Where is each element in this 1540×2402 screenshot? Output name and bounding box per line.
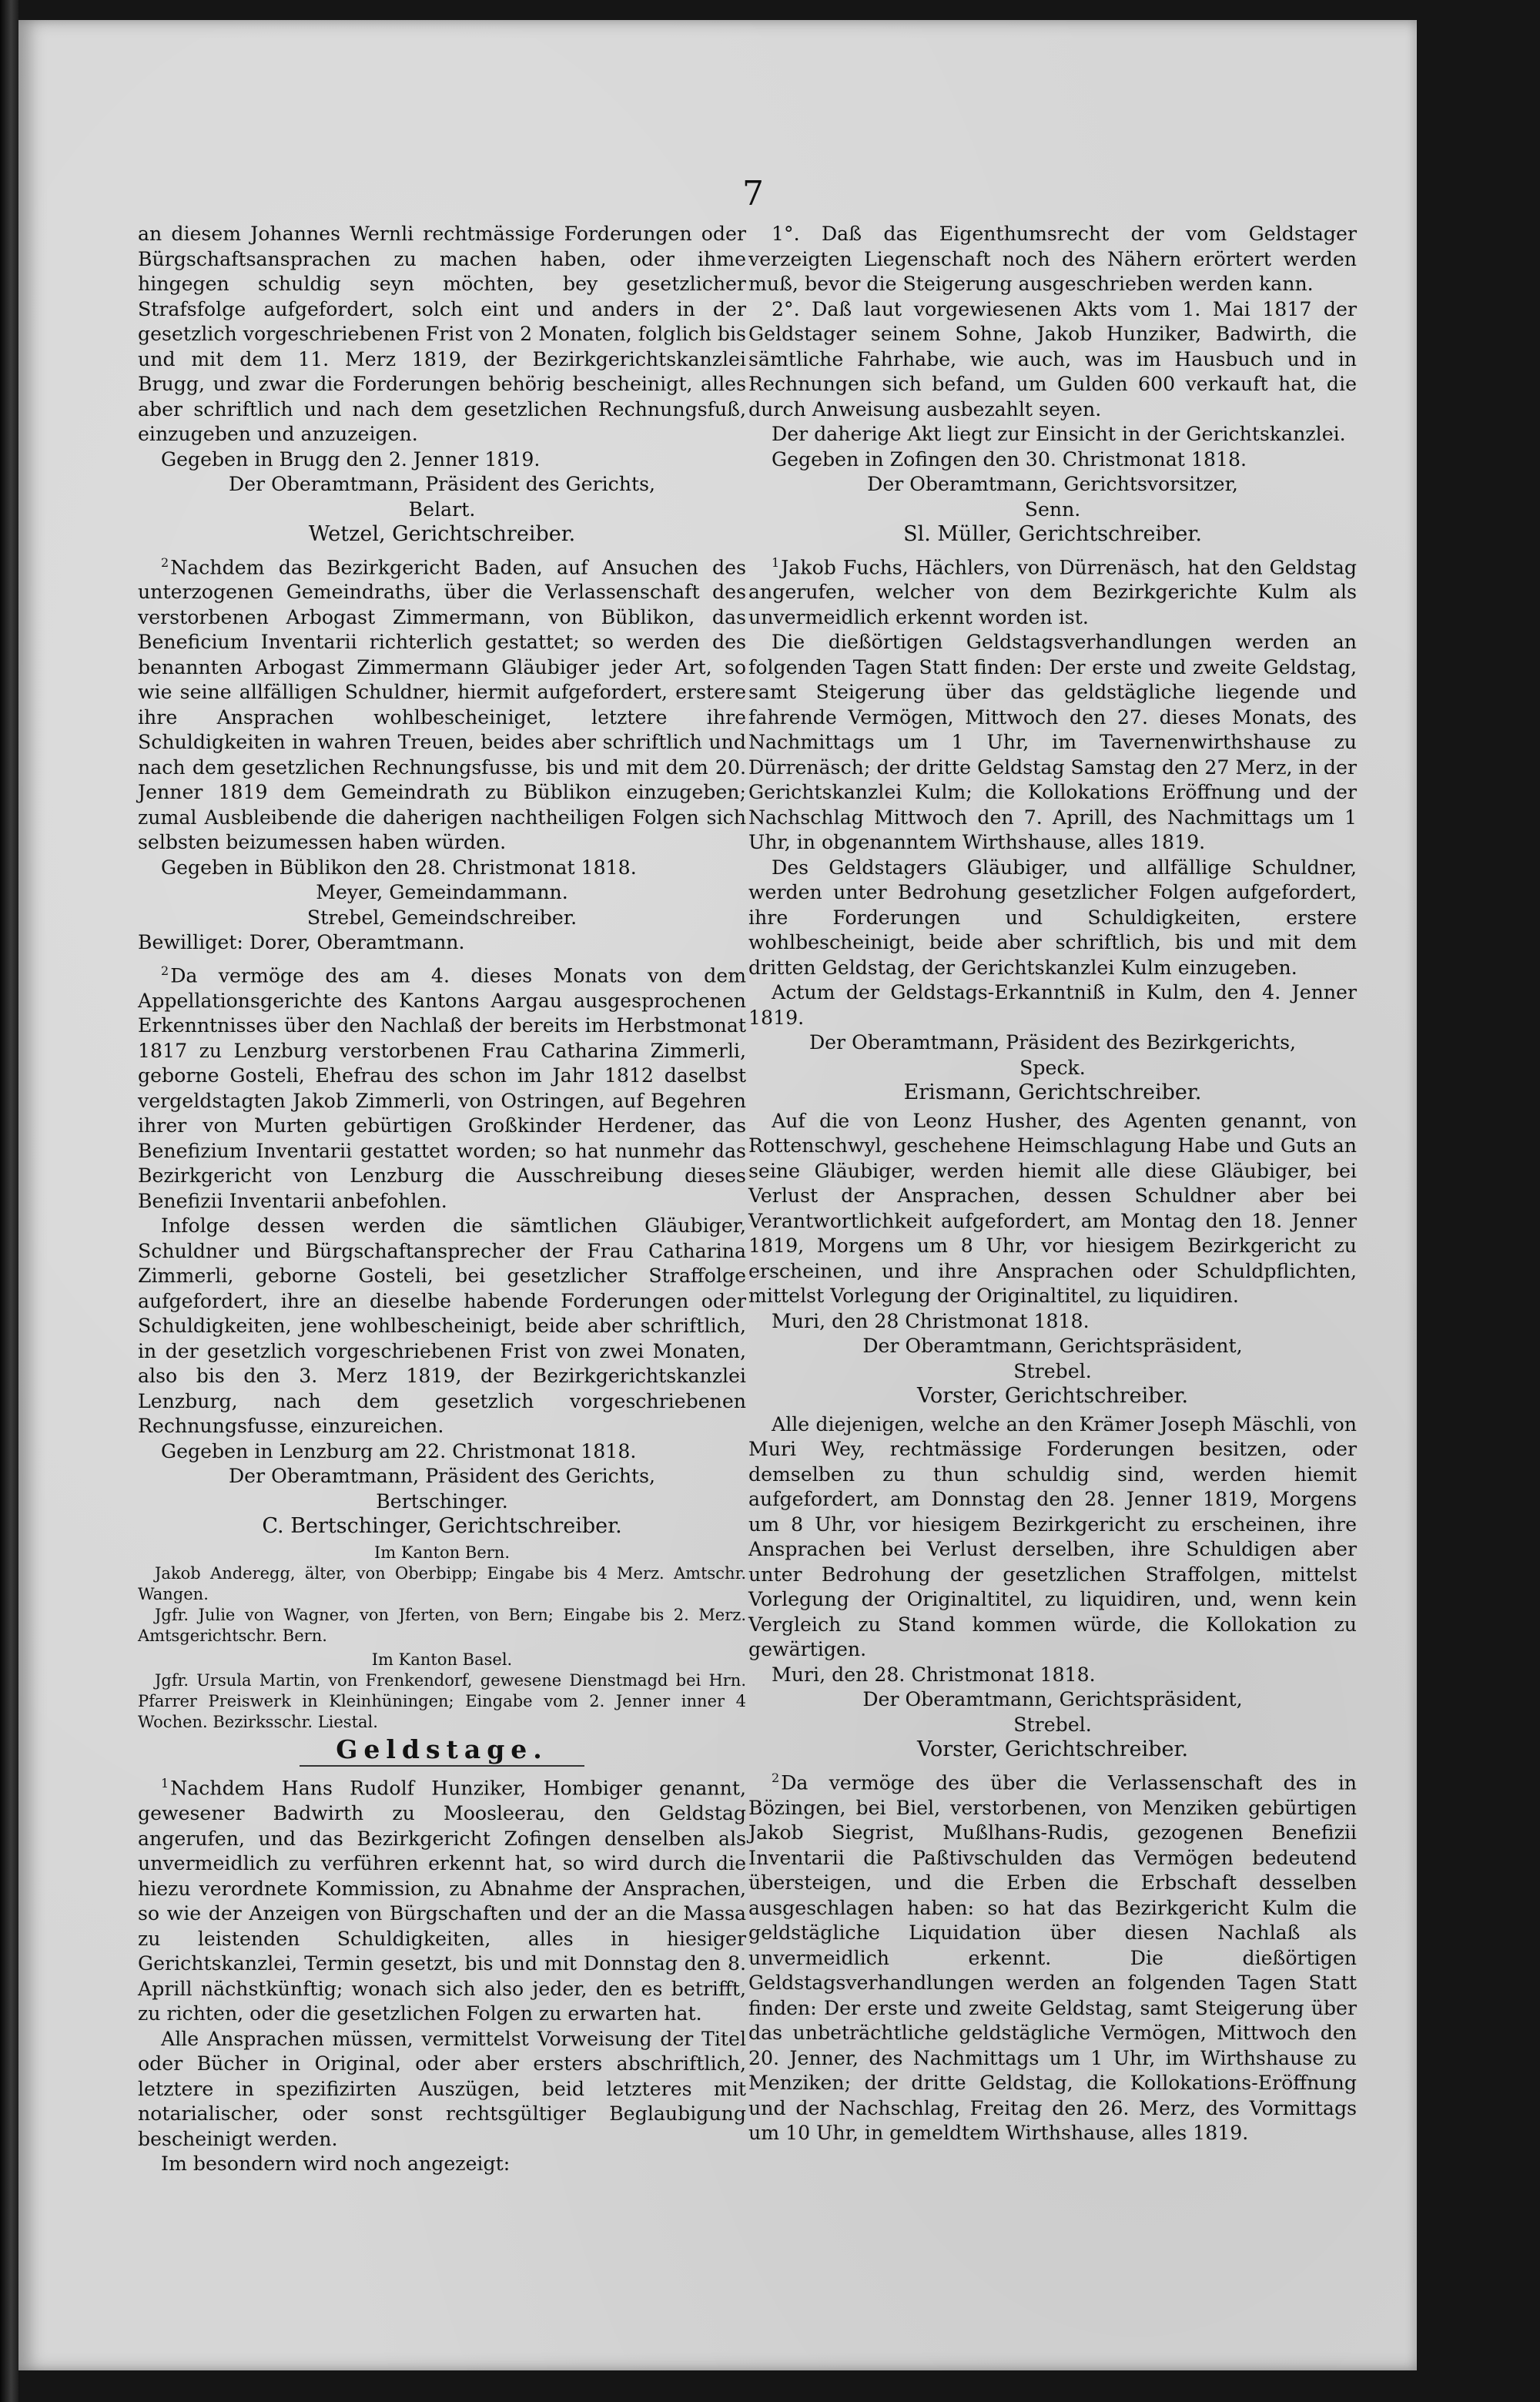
left-column bbox=[138, 222, 746, 2177]
footnote-mark: 2 bbox=[161, 963, 169, 978]
notice-wernli-signature-name: Belart. bbox=[408, 497, 476, 521]
notice-zimmerli-signature-title: Der Oberamtmann, Präsident des Gerichts, bbox=[228, 1465, 656, 1488]
notice-maeschli-text: Alle diejenigen, welche an den Krämer Joseph Mäschli, von Muri Wey, rechtmässige Forderungen besitzen, oder demselben zu thun schuldig sind, werden hiemit aufgefordert, am Donnstag den 28. Jenner 1819, Morgens um 8 Uhr, vor hiesigem Bezirkgericht zu erscheinen, ihre Ansprachen bei Verlust derselben, ihre Schuldigen aber unter Bedrohung der gesetzlichen Straffolgen, mittelst Vorlegung der Originaltitel, zu liquidiren, und, wenn kein Vergleich zu Stand kommen würde, die Kollokation zu gewärtigen. bbox=[748, 1412, 1357, 1661]
notice-fuchs-text-3: Des Geldstagers Gläubiger, und allfällige Schuldner, werden unter Bedrohung gesetzlicher Folgen aufgefordert, ihre Forderungen und Schuldigkeiten, erstere wohlbescheinigt, beide aber schriftlich, bis und mit dem dritten Geldstag, der Gerichtskanzlei Kulm einzugeben. bbox=[748, 856, 1357, 979]
notice-siegrist-body: Da vermöge des über die Verlassenschaft des in Bözingen, bei Biel, verstorbenen, von Menziken gebürtigen Jakob Siegrist, Mußlhans-Rudis, gezogenen Benefizii Inventarii die Paßtivschulden das Vermögen bedeutend übersteigen, und die Erben die Erbschaft desselben ausgeschlagen haben: so hat das Bezirkgericht Kulm die geldstägliche Liquidation über diesen Nachlaß als unvermeidlich erkennt. Die dießörtigen Geldstagsverhandlungen werden an folgenden Tagen Statt finden: Der erste und zweite Geldstag, samt Steigerung über das unbeträchtliche geldstägliche Vermögen, Mittwoch den 20. Jenner, des Nachmittags um 1 Uhr, im Wirthshause zu Menziken; der dritte Geldstag, die Kollokations-Eröffnung und der Nachschlag, Freitag den 26. Merz, des Vormittags um 10 Uhr, in gemeldtem Wirthshause, alles 1819. bbox=[748, 1771, 1357, 2145]
notice-hunziker-text-3: Im besondern wird noch angezeigt: bbox=[161, 2152, 511, 2176]
notice-husher-date: Muri, den 28 Christmonat 1818. bbox=[772, 1309, 1090, 1332]
notice-hunziker-point-2: 2°. Daß laut vorgewiesenen Akts vom 1. Mai 1817 der Geldstager seinem Sohne, Jakob Hunziker, Badwirth, die sämtliche Fahrhabe, wie auch, was im Hausbuch und in Rechnungen sich befand, um Gulden 600 verkauft hat, die durch Anweisung ausbezahlt seyen. bbox=[748, 297, 1357, 420]
notice-zimmerli-clerk: C. Bertschinger, Gerichtschreiber. bbox=[262, 1514, 622, 1539]
notice-hunziker-point-1: 1°. Daß das Eigenthumsrecht der vom Geldstager verzeigten Liegenschaft noch des Nähern erörtert werden muß, bevor die Steigerung ausgeschrieben werden kann. bbox=[748, 223, 1357, 295]
notice-zimmermann-signature-2: Strebel, Gemeindschreiber. bbox=[306, 906, 578, 929]
notice-zimmermann-body: Nachdem das Bezirkgericht Baden, auf Ansuchen des unterzogenen Gemeindraths, über die Verlassenschaft des verstorbenen Arbogast Zimmermann, von Büblikon, das Beneficium Inventarii richterlich gestattet; so werden des benannten Arbogast Zimmermann Gläubiger jeder Art, so wie seine allfälligen Schuldner, hiermit aufgefordert, erstere ihre Ansprachen wohlbescheiniget, letztere ihre Schuldigkeiten in wahren Treuen, beides aber schriftlich und nach dem gesetzlichen Rechnungsfusse, bis und mit dem 20. Jenner 1819 dem Gemeindrath zu Büblikon einzugeben; zumal Ausbleibende die daherigen nachtheiligen Folgen sich selbsten beizumessen haben würden. bbox=[138, 555, 746, 854]
book-binding-edge bbox=[0, 0, 18, 2402]
notice-wernli-signature-title: Der Oberamtmann, Präsident des Gerichts, bbox=[228, 473, 656, 495]
notice-fuchs-signature-title: Der Oberamtmann, Präsident des Bezirkgerichts, bbox=[808, 1031, 1297, 1054]
notice-hunziker-text bbox=[138, 1771, 746, 2026]
notice-fuchs-text-2: Die dießörtigen Geldstagsverhandlungen werden an folgenden Tagen Statt finden: Der erste und zweite Geldstag, samt Steigerung über das geldstägliche liegende und fahrende Vermögen, Mittwoch den 27. dieses Monats, des Nachmittags um 1 Uhr, im Tavernenwirthshause zu Dürrenäsch; der dritte Geldstag Samstag den 27 Merz, in der Gerichtskanzlei Kulm; die Kollokations Eröffnung und der Nachschlag Mittwoch den 7. Aprill, des Nachmittags um 1 Uhr, in obgenanntem Wirthshause, alles 1819. bbox=[748, 631, 1357, 854]
right-column bbox=[748, 222, 1357, 2146]
notice-maeschli-signature-title: Der Oberamtmann, Gerichtspräsident, bbox=[862, 1688, 1243, 1711]
notice-zimmerli-text bbox=[138, 959, 746, 1214]
newspaper-page bbox=[18, 20, 1417, 2370]
footnote-mark: 2 bbox=[772, 1770, 780, 1785]
notice-fuchs-signature-name: Speck. bbox=[1019, 1056, 1086, 1079]
notice-hunziker-text-2: Alle Ansprachen müssen, vermittelst Vorweisung der Titel oder Bücher in Original, oder aber ersters abschriftlich, letztere in spezifizirten Auszügen, beid letzteres mit notarialischer, oder sonst rechtsgültiger Beglaubigung bescheinigt werden. bbox=[138, 2027, 746, 2150]
notice-zimmermann-date: Gegeben in Büblikon den 28. Christmonat 1818. bbox=[161, 856, 637, 879]
notice-fuchs-text bbox=[748, 551, 1357, 631]
canton-bern-heading: Im Kanton Bern. bbox=[374, 1543, 510, 1562]
page-number: 7 bbox=[742, 174, 764, 213]
footnote-mark: 2 bbox=[161, 554, 169, 570]
notice-siegrist-text bbox=[748, 1766, 1357, 2146]
canton-basel-entry: Jgfr. Ursula Martin, von Frenkendorf, gewesene Dienstmagd bei Hrn. Pfarrer Preiswerk in Kleinhüningen; Eingabe vom 2. Jenner inner 4 Wochen. Bezirksschr. Liestal. bbox=[138, 1670, 746, 1731]
notice-hunziker-date: Gegeben in Zofingen den 30. Christmonat 1818. bbox=[772, 447, 1247, 471]
notice-wernli-clerk: Wetzel, Gerichtschreiber. bbox=[308, 522, 576, 546]
canton-bern-entry: Jakob Anderegg, älter, von Oberbipp; Eingabe bis 4 Merz. Amtschr. Wangen. bbox=[138, 1563, 746, 1603]
notice-husher-signature-name: Strebel. bbox=[1013, 1359, 1092, 1382]
notice-maeschli-clerk: Vorster, Gerichtschreiber. bbox=[916, 1737, 1189, 1762]
notice-hunziker-signature-name: Senn. bbox=[1024, 497, 1081, 521]
notice-hunziker-signature-title: Der Oberamtmann, Gerichtsvorsitzer, bbox=[867, 473, 1238, 495]
notice-maeschli-signature-name: Strebel. bbox=[1013, 1713, 1092, 1736]
notice-maeschli-date: Muri, den 28. Christmonat 1818. bbox=[772, 1663, 1096, 1686]
canton-basel-heading: Im Kanton Basel. bbox=[371, 1650, 513, 1669]
notice-wernli-text: an diesem Johannes Wernli rechtmässige Forderungen oder Bürgschaftsansprachen zu machen haben, oder ihme hingegen schuldig seyn möchten, bey gesetzlicher Strafsfolge aufgefordert, solch eint und anders in der gesetzlich vorgeschriebenen Frist von 2 Monaten, folglich bis und mit dem 11. Merz 1819, der Bezirkgerichtskanzlei Brugg, und zwar die Forderungen behörig bescheinigt, alles aber schriftlich und nach dem gesetzlichen Rechnungsfuß, einzugeben und anzuzeigen. bbox=[138, 223, 746, 445]
notice-hunziker-point-3: Der daherige Akt liegt zur Einsicht in der Gerichtskanzlei. bbox=[772, 423, 1346, 445]
footnote-mark: 1 bbox=[772, 554, 780, 570]
notice-zimmerli-signature-name: Bertschinger. bbox=[376, 1489, 508, 1513]
canton-bern-entry: Jgfr. Julie von Wagner, von Jferten, von Bern; Eingabe bis 2. Merz. Amtsgerichtschr. Bern. bbox=[138, 1605, 746, 1645]
footnote-mark: 1 bbox=[161, 1776, 169, 1791]
notice-zimmerli-date: Gegeben in Lenzburg am 22. Christmonat 1818. bbox=[161, 1439, 637, 1462]
notice-zimmerli-text-2: Infolge dessen werden die sämtlichen Gläubiger, Schuldner und Bürgschaftansprecher der Frau Catharina Zimmerli, geborne Gosteli, bei gesetzlicher Straffolge aufgefordert, ihre an dieselbe habende Forderungen oder Schuldigkeiten, jene wohlbescheinigt, beide aber schriftlich, in der gesetzlich vorgeschriebenen Frist von zwei Monaten, also bis den 3. Merz 1819, der Bezirkgerichtskanzlei Lenzburg, nach dem gesetzlich vorgeschriebenen Rechnungsfusse, einzureichen. bbox=[138, 1214, 746, 1438]
notice-husher-clerk: Vorster, Gerichtschreiber. bbox=[916, 1384, 1189, 1409]
section-rule bbox=[300, 1765, 584, 1767]
notice-husher-text: Auf die von Leonz Husher, des Agenten genannt, von Rottenschwyl, geschehene Heimschlagung Habe und Guts an seine Gläubiger, werden hiemit alle diese Gläubiger, bei Verlust der Ansprachen, dessen Schuldner aber bei Verantwortlichkeit aufgefordert, am Montag den 18. Jenner 1819, Morgens um 8 Uhr, vor hiesigem Bezirkgericht zu erscheinen, und ihre Ansprachen oder Schuldpflichten, mittelst Vorlegung der Originaltitel, zu liquidiren. bbox=[748, 1109, 1357, 1308]
notice-wernli-date: Gegeben in Brugg den 2. Jenner 1819. bbox=[161, 447, 541, 471]
notice-fuchs-date: Actum der Geldstags-Erkanntniß in Kulm, den 4. Jenner 1819. bbox=[748, 981, 1357, 1029]
notice-zimmermann-text bbox=[138, 551, 746, 856]
notice-zimmermann-approval: Bewilliget: Dorer, Oberamtmann. bbox=[138, 931, 465, 954]
notice-hunziker-body: Nachdem Hans Rudolf Hunziker, Hombiger genannt, gewesener Badwirth zu Moosleerau, den Geldstag angerufen, und das Bezirkgericht Zofingen denselben als unvermeidlich zu verführen erkennt hat, so wird durch die hiezu verordnete Kommission, zu Abnahme der Ansprachen, so wie der Anzeigen von Bürgschaften und der an die Massa zu leistenden Schuldigkeiten, alles in hiesiger Gerichtskanzlei, Termin gesetzt, bis und mit Donnstag den 8. Aprill nächstkünftig; wonach sich also jeder, den es betrifft, zu richten, oder die gesetzlichen Folgen zu erwarten hat. bbox=[138, 1777, 746, 2025]
notice-zimmermann-signature-1: Meyer, Gemeindammann. bbox=[316, 881, 568, 904]
notice-husher-signature-title: Der Oberamtmann, Gerichtspräsident, bbox=[862, 1335, 1243, 1358]
section-heading-geldstage: Geldstage. bbox=[336, 1734, 548, 1764]
notice-fuchs-clerk: Erismann, Gerichtschreiber. bbox=[903, 1080, 1202, 1105]
notice-hunziker-clerk: Sl. Müller, Gerichtschreiber. bbox=[903, 522, 1202, 546]
notice-zimmerli-body: Da vermöge des am 4. dieses Monats von dem Appellationsgerichte des Kantons Aargau ausgesprochenen Erkenntnisses über den Nachlaß der bereits im Herbstmonat 1817 zu Lenzburg verstorbenen Frau Catharina Zimmerli, geborne Gosteli, Ehefrau des schon im Jahr 1812 daselbst vergeldstagten Jakob Zimmerli, von Ostringen, auf Begehren ihrer von Murten gebürtigen Großkinder Herdener, das Benefizium Inventarii gestattet worden; so hat nunmehr das Bezirkgericht von Lenzburg die Ausschreibung dieses Benefizii Inventarii anbefohlen. bbox=[138, 964, 746, 1212]
notice-fuchs-body: Jakob Fuchs, Hächlers, von Dürrenäsch, hat den Geldstag angerufen, welcher von dem Bezirkgerichte Kulm als unvermeidlich erkennt worden ist. bbox=[748, 555, 1357, 628]
